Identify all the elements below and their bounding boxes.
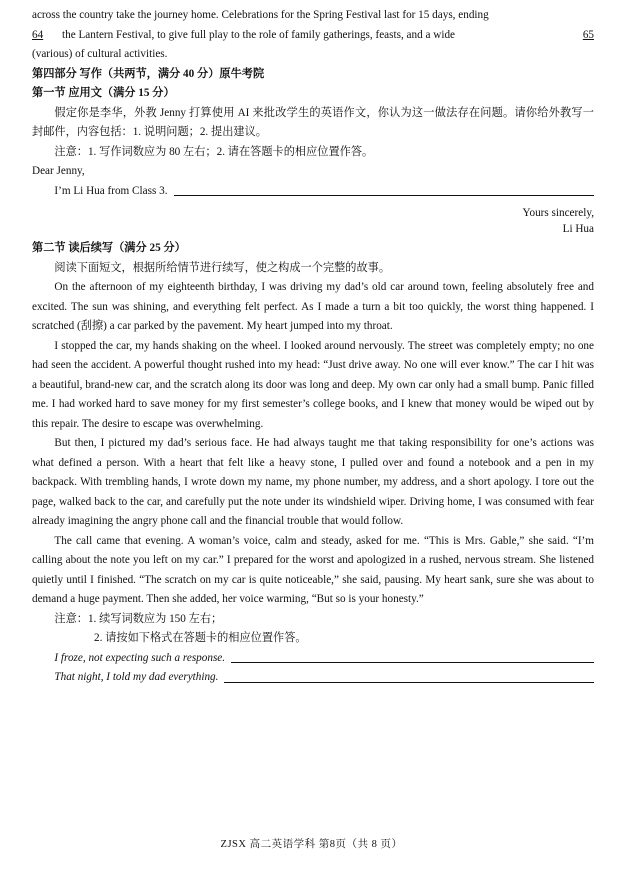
section-one-prompt: 假定你是李华，外教 Jenny 打算使用 AI 来批改学生的英语作文，你认为这一做法存在问题。请你给外教写一封邮件，内容包括：1. 说明问题；2. 提出建议。	[32, 106, 594, 138]
section-two-instruction: 阅读下面短文，根据所给情节进行续写，使之构成一个完整的故事。	[54, 261, 391, 274]
section-one-note: 注意：1. 写作词数应为 80 左右；2. 请在答题卡的相应位置作答。	[54, 145, 374, 158]
part-four-heading: 第四部分 写作（共两节，满分 40 分）原牛考院	[32, 67, 265, 80]
letter-opening-row	[32, 182, 594, 202]
section-two-heading: 第二节 读后续写（满分 25 分）	[32, 242, 186, 254]
continuation-starter: I froze, not expecting such a response.	[54, 651, 226, 664]
page-footer: ZJSX 高二英语学科 第8页（共 8 页）	[220, 839, 403, 850]
passage-line-with-blanks	[32, 26, 594, 46]
passage-line: across the country take the journey home. Celebrations for the Spring Festival last for 15 days, ending	[32, 9, 489, 21]
continuation-starter-row	[32, 668, 594, 688]
answer-line	[224, 670, 594, 683]
letter-signature: Li Hua	[562, 223, 594, 235]
story-paragraph: The call came that evening. A woman’s voice, calm and steady, asked for me. “This is Mrs. Gable,” she said. “I’m calling about the note you left on my car.” I prepared for the worst and apologized in a rushed, nervous stream. She listened quietly until I finished. “The scratch on my car is quite noticeable,” she said, pausing. My heart sank, sure she was about to demand a huge payment. Then she added, her voice warming, “But so is your honesty.”	[32, 534, 594, 605]
section-two-note: 2. 请按如下格式在答题卡的相应位置作答。	[94, 632, 307, 644]
answer-line	[174, 183, 595, 196]
section-two-note: 注意：1. 续写词数应为 150 左右；	[54, 612, 223, 625]
continuation-starter: That night, I told my dad everything.	[54, 671, 219, 683]
story-paragraph: But then, I pictured my dad’s serious face. He had always taught me that taking responsibility for one’s actions was what defined a person. With a heart that felt like a heavy stone, I pulled over and found a notebook and a pen in my backpack. With trembling hands, I wrote down my name, my phone number, my address, and a short apology. I tore out the page, walked back to the car, and carefully put the note under its windshield wiper. Driving home, I was consumed with fear already imagining the angry phone call and the financial trouble that would follow.	[32, 437, 594, 527]
section-one-heading: 第一节 应用文（满分 15 分）	[32, 87, 175, 99]
letter-greeting: Dear Jenny,	[32, 165, 85, 177]
blank-64: 64	[32, 28, 44, 41]
story-paragraph: I stopped the car, my hands shaking on the wheel. I looked around nervously. The street was completely empty; no one had seen the accident. A powerful thought rushed into my head: “Just drive away. No one will ever know.” The car I hit was a beautiful, brand-new car, and the scratch along its door was long and deep. My own car only had a small bump. Panic filled me. I had worked hard to save money for my first semester’s college books, and I knew that money would be wiped out by this repair. The desire to escape was overwhelming.	[32, 339, 594, 430]
passage-line: (various) of cultural activities.	[32, 48, 168, 60]
passage-text: the Lantern Festival, to give full play to the role of family gatherings, feasts, and a wide	[62, 28, 456, 41]
letter-closing: Yours sincerely,	[522, 207, 594, 219]
blank-65: 65	[582, 28, 594, 41]
exam-page	[32, 6, 594, 688]
letter-opening: I’m Li Hua from Class 3.	[54, 184, 168, 197]
story-paragraph: On the afternoon of my eighteenth birthday, I was driving my dad’s old car around town, feeling absolutely free and excited. The sun was shining, and everything felt perfect. As I made a turn a bit too quickly, the worst thing happened. I scratched (刮擦) a car parked by the pavement. My heart jumped into my throat.	[32, 281, 594, 332]
answer-line	[231, 650, 594, 663]
continuation-starter-row	[32, 649, 594, 669]
